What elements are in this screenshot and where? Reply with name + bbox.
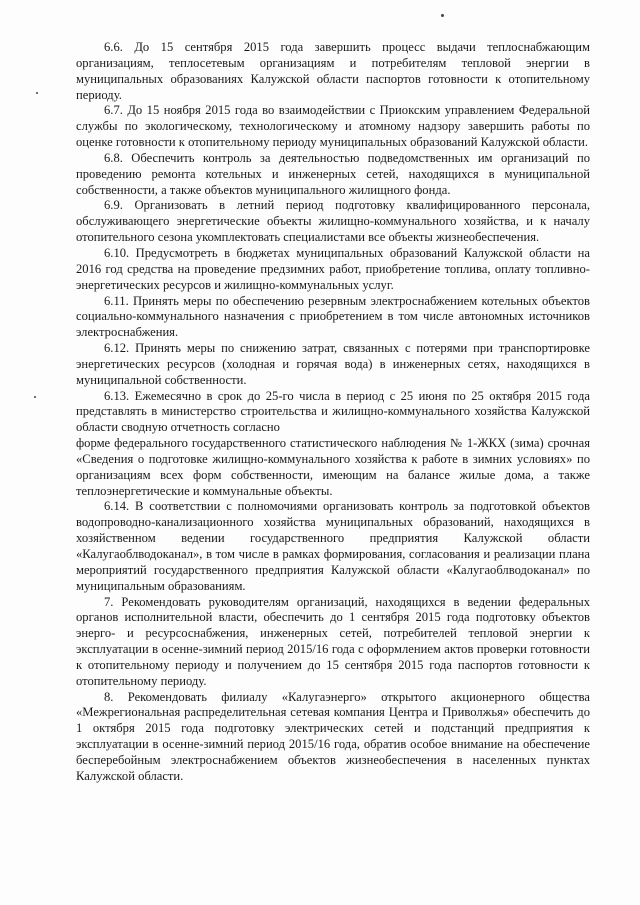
paragraph-8: 8. Рекомендовать филиалу «Калугаэнерго» открытого акционерного общества «Межрегиональная распределительная сетевая компания Центра и Приволжья» обеспечить до 1 октября 2015 года подготовку электрических сетей и подстанций предприятия к эксплуатации в осенне-зимний период 2015/16 года, обратив особое внимание на обеспечение бесперебойным электроснабжением объектов жизнеобеспечения в населенных пунктах Калужской области.: [76, 689, 590, 783]
paragraph-6-14: 6.14. В соответствии с полномочиями организовать контроль за подготовкой объектов водопроводно-канализационного хозяйства муниципальных образований, находящихся в хозяйственном ведении государственного предприятия Калужской области «Калугаоблводоканал», в том числе в рамках формирования, согласования и реализации плана мероприятий государственного предприятия Калужской области «Калугаоблводоканал» по муниципальным образованиям.: [76, 499, 590, 593]
paragraph-6-9: 6.9. Организовать в летний период подготовку квалифицированного персонала, обслуживающего энергетические объекты жилищно-коммунального хозяйства, и к началу отопительного сезона укомплектовать специалистами все объекты жизнеобеспечения.: [76, 198, 590, 245]
paragraph-6-6: 6.6. До 15 сентября 2015 года завершить процесс выдачи теплоснабжающим организациям, теплосетевым организациям и потребителям тепловой энергии в муниципальных образованиях Калужской области паспортов готовности к отопительному периоду.: [76, 40, 590, 102]
paragraph-6-8: 6.8. Обеспечить контроль за деятельностью подведомственных им организаций по проведению ремонта котельных и инженерных сетей, находящихся в муниципальной собственности, а также объектов муниципального жилищного фонда.: [76, 150, 590, 197]
paragraph-6-7: 6.7. До 15 ноября 2015 года во взаимодействии с Приокским управлением Федеральной службы по экологическому, технологическому и атомному надзору завершить работы по оценке готовности к отопительному периоду муниципальных образований Калужской области.: [76, 103, 590, 150]
scan-speck: [34, 396, 36, 398]
paragraph-6-11: 6.11. Принять меры по обеспечению резервным электроснабжением котельных объектов социально-коммунального назначения с приобретением в том числе автономных источников электроснабжения.: [76, 293, 590, 340]
paragraph-6-13: 6.13. Ежемесячно в срок до 25-го числа в период с 25 июня по 25 октября 2015 года представлять в министерство строительства и жилищно-коммунального хозяйства Калужской области сводную отчетность согласно: [76, 388, 590, 435]
scan-speck: [36, 92, 38, 94]
paragraph-7: 7. Рекомендовать руководителям организаций, находящихся в ведении федеральных органов исполнительной власти, обеспечить до 1 сентября 2015 года подготовку объектов энерго- и ресурсоснабжения, инженерных сетей, потребителей тепловой энергии к эксплуатации в осенне-зимний период 2015/16 года с оформлением актов проверки готовности к отопительному периоду и получением до 15 сентября 2015 года паспортов готовности к отопительному периоду.: [76, 594, 590, 688]
scan-speck: [441, 14, 444, 17]
paragraph-6-12: 6.12. Принять меры по снижению затрат, связанных с потерями при транспортировке энергетических ресурсов (холодная и горячая вода) в инженерных сетях, находящихся в муниципальной собственности.: [76, 341, 590, 387]
paragraph-6-13-continued: форме федерального государственного статистического наблюдения № 1-ЖКХ (зима) срочная «Сведения о подготовке жилищно-коммунального хозяйства к работе в зимних условиях» по организациям всех форм собственности, имеющим на балансе жилые дома, а также теплоэнергетические и коммунальные объекты.: [76, 436, 590, 498]
document-body: [76, 40, 590, 785]
paragraph-6-10: 6.10. Предусмотреть в бюджетах муниципальных образований Калужской области на 2016 год средства на проведение предзимних работ, приобретение топлива, оплату топливно-энергетических ресурсов и жилищно-коммунальных услуг.: [76, 245, 590, 292]
